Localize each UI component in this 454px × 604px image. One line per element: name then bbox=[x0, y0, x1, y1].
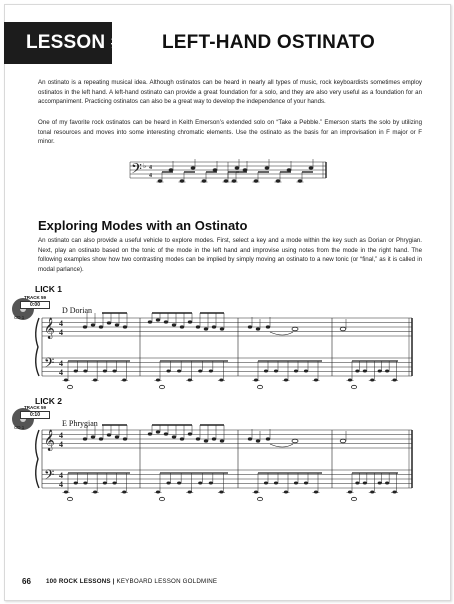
note-head bbox=[294, 482, 298, 485]
note-head bbox=[196, 325, 200, 328]
tie bbox=[270, 332, 293, 335]
note-head bbox=[348, 379, 352, 382]
lick-1-grand-staff bbox=[36, 313, 412, 389]
svg-text:4: 4 bbox=[149, 165, 152, 171]
note-head bbox=[314, 491, 318, 494]
svg-text:𝄢: 𝄢 bbox=[131, 161, 142, 181]
tie bbox=[270, 444, 293, 447]
note-head bbox=[180, 325, 184, 328]
time-signature: 4 bbox=[59, 431, 63, 440]
note-head bbox=[180, 437, 184, 440]
note-head bbox=[156, 379, 160, 382]
note-head bbox=[122, 491, 126, 494]
whole-note bbox=[292, 439, 298, 443]
note-head bbox=[64, 379, 68, 382]
note-head bbox=[304, 370, 308, 373]
half-note bbox=[159, 497, 164, 500]
note-head bbox=[392, 491, 396, 494]
note-head bbox=[209, 482, 213, 485]
note-head bbox=[209, 370, 213, 373]
intro-paragraph-2: One of my favorite rock ostinatos can be heard in Keith Emerson’s extended solo on “Take a Pebble.” Emerson starts the solo by utilizing tonal resources and moves into some interesting chromatic elements. Use the ostinato as the basis for an improvisation in F major or F minor. bbox=[38, 119, 422, 146]
note-head bbox=[156, 318, 160, 321]
lick-1-cd-label: CD 1 bbox=[14, 315, 25, 320]
note-head bbox=[123, 325, 127, 328]
note-head bbox=[248, 437, 252, 440]
note-head bbox=[83, 482, 87, 485]
brace bbox=[36, 318, 39, 376]
note-head bbox=[314, 379, 318, 382]
book-title-main: 100 ROCK LESSONS bbox=[46, 578, 111, 585]
time-signature: 4 bbox=[59, 471, 63, 480]
note-head bbox=[93, 491, 97, 494]
note-head bbox=[148, 432, 152, 435]
note-head bbox=[264, 370, 268, 373]
whole-note bbox=[292, 327, 298, 331]
note-head bbox=[91, 435, 95, 438]
note-head bbox=[284, 379, 288, 382]
note-head bbox=[274, 482, 278, 485]
note-head bbox=[93, 379, 97, 382]
note-head bbox=[99, 325, 103, 328]
note-head bbox=[115, 323, 119, 326]
clef: 𝄞 bbox=[44, 318, 55, 339]
note-head bbox=[355, 482, 359, 485]
note-head bbox=[219, 491, 223, 494]
note-head bbox=[103, 482, 107, 485]
note-head bbox=[378, 482, 382, 485]
half-note bbox=[340, 327, 346, 331]
note-head bbox=[284, 491, 288, 494]
note-head bbox=[83, 325, 87, 328]
time-signature: 4 bbox=[59, 440, 63, 449]
lesson-title: LEFT-HAND OSTINATO bbox=[162, 32, 375, 53]
lick-2-mode: E Phrygian bbox=[62, 419, 98, 428]
lick-1-track-time: 0:00 bbox=[20, 301, 50, 309]
half-note bbox=[340, 439, 346, 443]
svg-text:4: 4 bbox=[149, 173, 152, 179]
time-signature: 4 bbox=[59, 319, 63, 328]
book-subtitle: KEYBOARD LESSON GOLDMINE bbox=[116, 578, 218, 585]
note-head bbox=[304, 482, 308, 485]
note-head bbox=[363, 370, 367, 373]
note-head bbox=[177, 370, 181, 373]
note-head bbox=[256, 327, 260, 330]
note-head bbox=[363, 482, 367, 485]
note-head bbox=[370, 491, 374, 494]
note-head bbox=[64, 491, 68, 494]
lick-1-track-label: TRACK 59 bbox=[23, 295, 46, 300]
note-head bbox=[198, 370, 202, 373]
time-signature: 4 bbox=[59, 480, 63, 489]
note-head bbox=[188, 320, 192, 323]
note-head bbox=[196, 437, 200, 440]
lick-2-label: LICK 2 bbox=[35, 396, 62, 406]
section-heading: Exploring Modes with an Ostinato bbox=[38, 218, 248, 233]
note-head bbox=[156, 430, 160, 433]
note-head bbox=[156, 491, 160, 494]
note-head bbox=[220, 439, 224, 442]
note-head bbox=[74, 370, 78, 373]
note-head bbox=[177, 482, 181, 485]
note-head bbox=[198, 482, 202, 485]
clef: 𝄞 bbox=[44, 430, 55, 451]
note-head bbox=[112, 482, 116, 485]
note-head bbox=[122, 379, 126, 382]
half-note bbox=[67, 385, 72, 388]
lick-2-cd-label: CD 1 bbox=[14, 425, 25, 430]
note-head bbox=[254, 491, 258, 494]
note-head bbox=[266, 437, 270, 440]
lick-2-track-time: 0:10 bbox=[20, 411, 50, 419]
note-head bbox=[248, 325, 252, 328]
note-head bbox=[172, 323, 176, 326]
lesson-number: LESSON #32: bbox=[26, 32, 150, 53]
note-head bbox=[103, 370, 107, 373]
time-signature: 4 bbox=[59, 368, 63, 377]
note-head bbox=[355, 370, 359, 373]
note-head bbox=[188, 432, 192, 435]
lick-2-track-label: TRACK 59 bbox=[23, 405, 46, 410]
note-head bbox=[83, 370, 87, 373]
note-head bbox=[74, 482, 78, 485]
footer-divider: | bbox=[112, 578, 117, 585]
note-head bbox=[188, 379, 192, 382]
half-note bbox=[257, 497, 262, 500]
note-head bbox=[164, 320, 168, 323]
half-note bbox=[67, 497, 72, 500]
section-paragraph: An ostinato can also provide a useful vehicle to explore modes. First, select a key and a mode within the key such as Dorian or Phrygian. Next, play an ostinato based on the tonic of the mode in the left hand and improvise using notes from the mode in the right hand. The following examples show how two contrasting modes can be implied by simply moving an ostinato to a new tonic (or “final,” as it is called in modal parlance). bbox=[38, 237, 422, 273]
note-head bbox=[378, 370, 382, 373]
note-head bbox=[107, 321, 111, 324]
note-head bbox=[204, 327, 208, 330]
note-head bbox=[370, 379, 374, 382]
brace bbox=[36, 430, 39, 488]
note-head bbox=[204, 439, 208, 442]
note-head bbox=[123, 437, 127, 440]
note-head bbox=[266, 325, 270, 328]
note-head bbox=[348, 491, 352, 494]
note-head bbox=[91, 323, 95, 326]
book-title bbox=[46, 578, 217, 585]
note-head bbox=[166, 482, 170, 485]
note-head bbox=[220, 327, 224, 330]
note-head bbox=[254, 379, 258, 382]
note-head bbox=[212, 325, 216, 328]
note-head bbox=[256, 439, 260, 442]
clef: 𝄢 bbox=[44, 467, 55, 486]
note-head bbox=[264, 482, 268, 485]
note-head bbox=[274, 370, 278, 373]
half-note bbox=[351, 497, 356, 500]
time-signature: 4 bbox=[59, 328, 63, 337]
note-head bbox=[99, 437, 103, 440]
clef: 𝄢 bbox=[44, 355, 55, 374]
svg-text:♭: ♭ bbox=[143, 162, 147, 170]
note-head bbox=[172, 435, 176, 438]
half-note bbox=[159, 385, 164, 388]
note-head bbox=[294, 370, 298, 373]
note-head bbox=[392, 379, 396, 382]
note-head bbox=[219, 379, 223, 382]
note-head bbox=[166, 370, 170, 373]
note-head bbox=[164, 432, 168, 435]
note-head bbox=[188, 491, 192, 494]
note-head bbox=[83, 437, 87, 440]
note-head bbox=[385, 482, 389, 485]
page-number: 66 bbox=[22, 577, 31, 586]
half-note bbox=[257, 385, 262, 388]
note-head bbox=[385, 370, 389, 373]
note-head bbox=[212, 437, 216, 440]
note-head bbox=[148, 320, 152, 323]
note-head bbox=[107, 433, 111, 436]
note-head bbox=[112, 370, 116, 373]
lick-2-grand-staff bbox=[36, 425, 412, 501]
lick-1-label: LICK 1 bbox=[35, 284, 62, 294]
intro-paragraph-1: An ostinato is a repeating musical idea. Although ostinatos can be heard in nearly all types of music, rock keyboardists sometimes employ ostinatos in the left hand. A left-hand ostinato can provide a great foundation for a solo, and they are also very useful as a foundation for an accompaniment. Practicing ostinatos can also be a great way to develop the independence of your hands. bbox=[38, 79, 422, 106]
time-signature: 4 bbox=[59, 359, 63, 368]
half-note bbox=[351, 385, 356, 388]
note-head bbox=[115, 435, 119, 438]
lick-1-mode: D Dorian bbox=[62, 306, 92, 315]
